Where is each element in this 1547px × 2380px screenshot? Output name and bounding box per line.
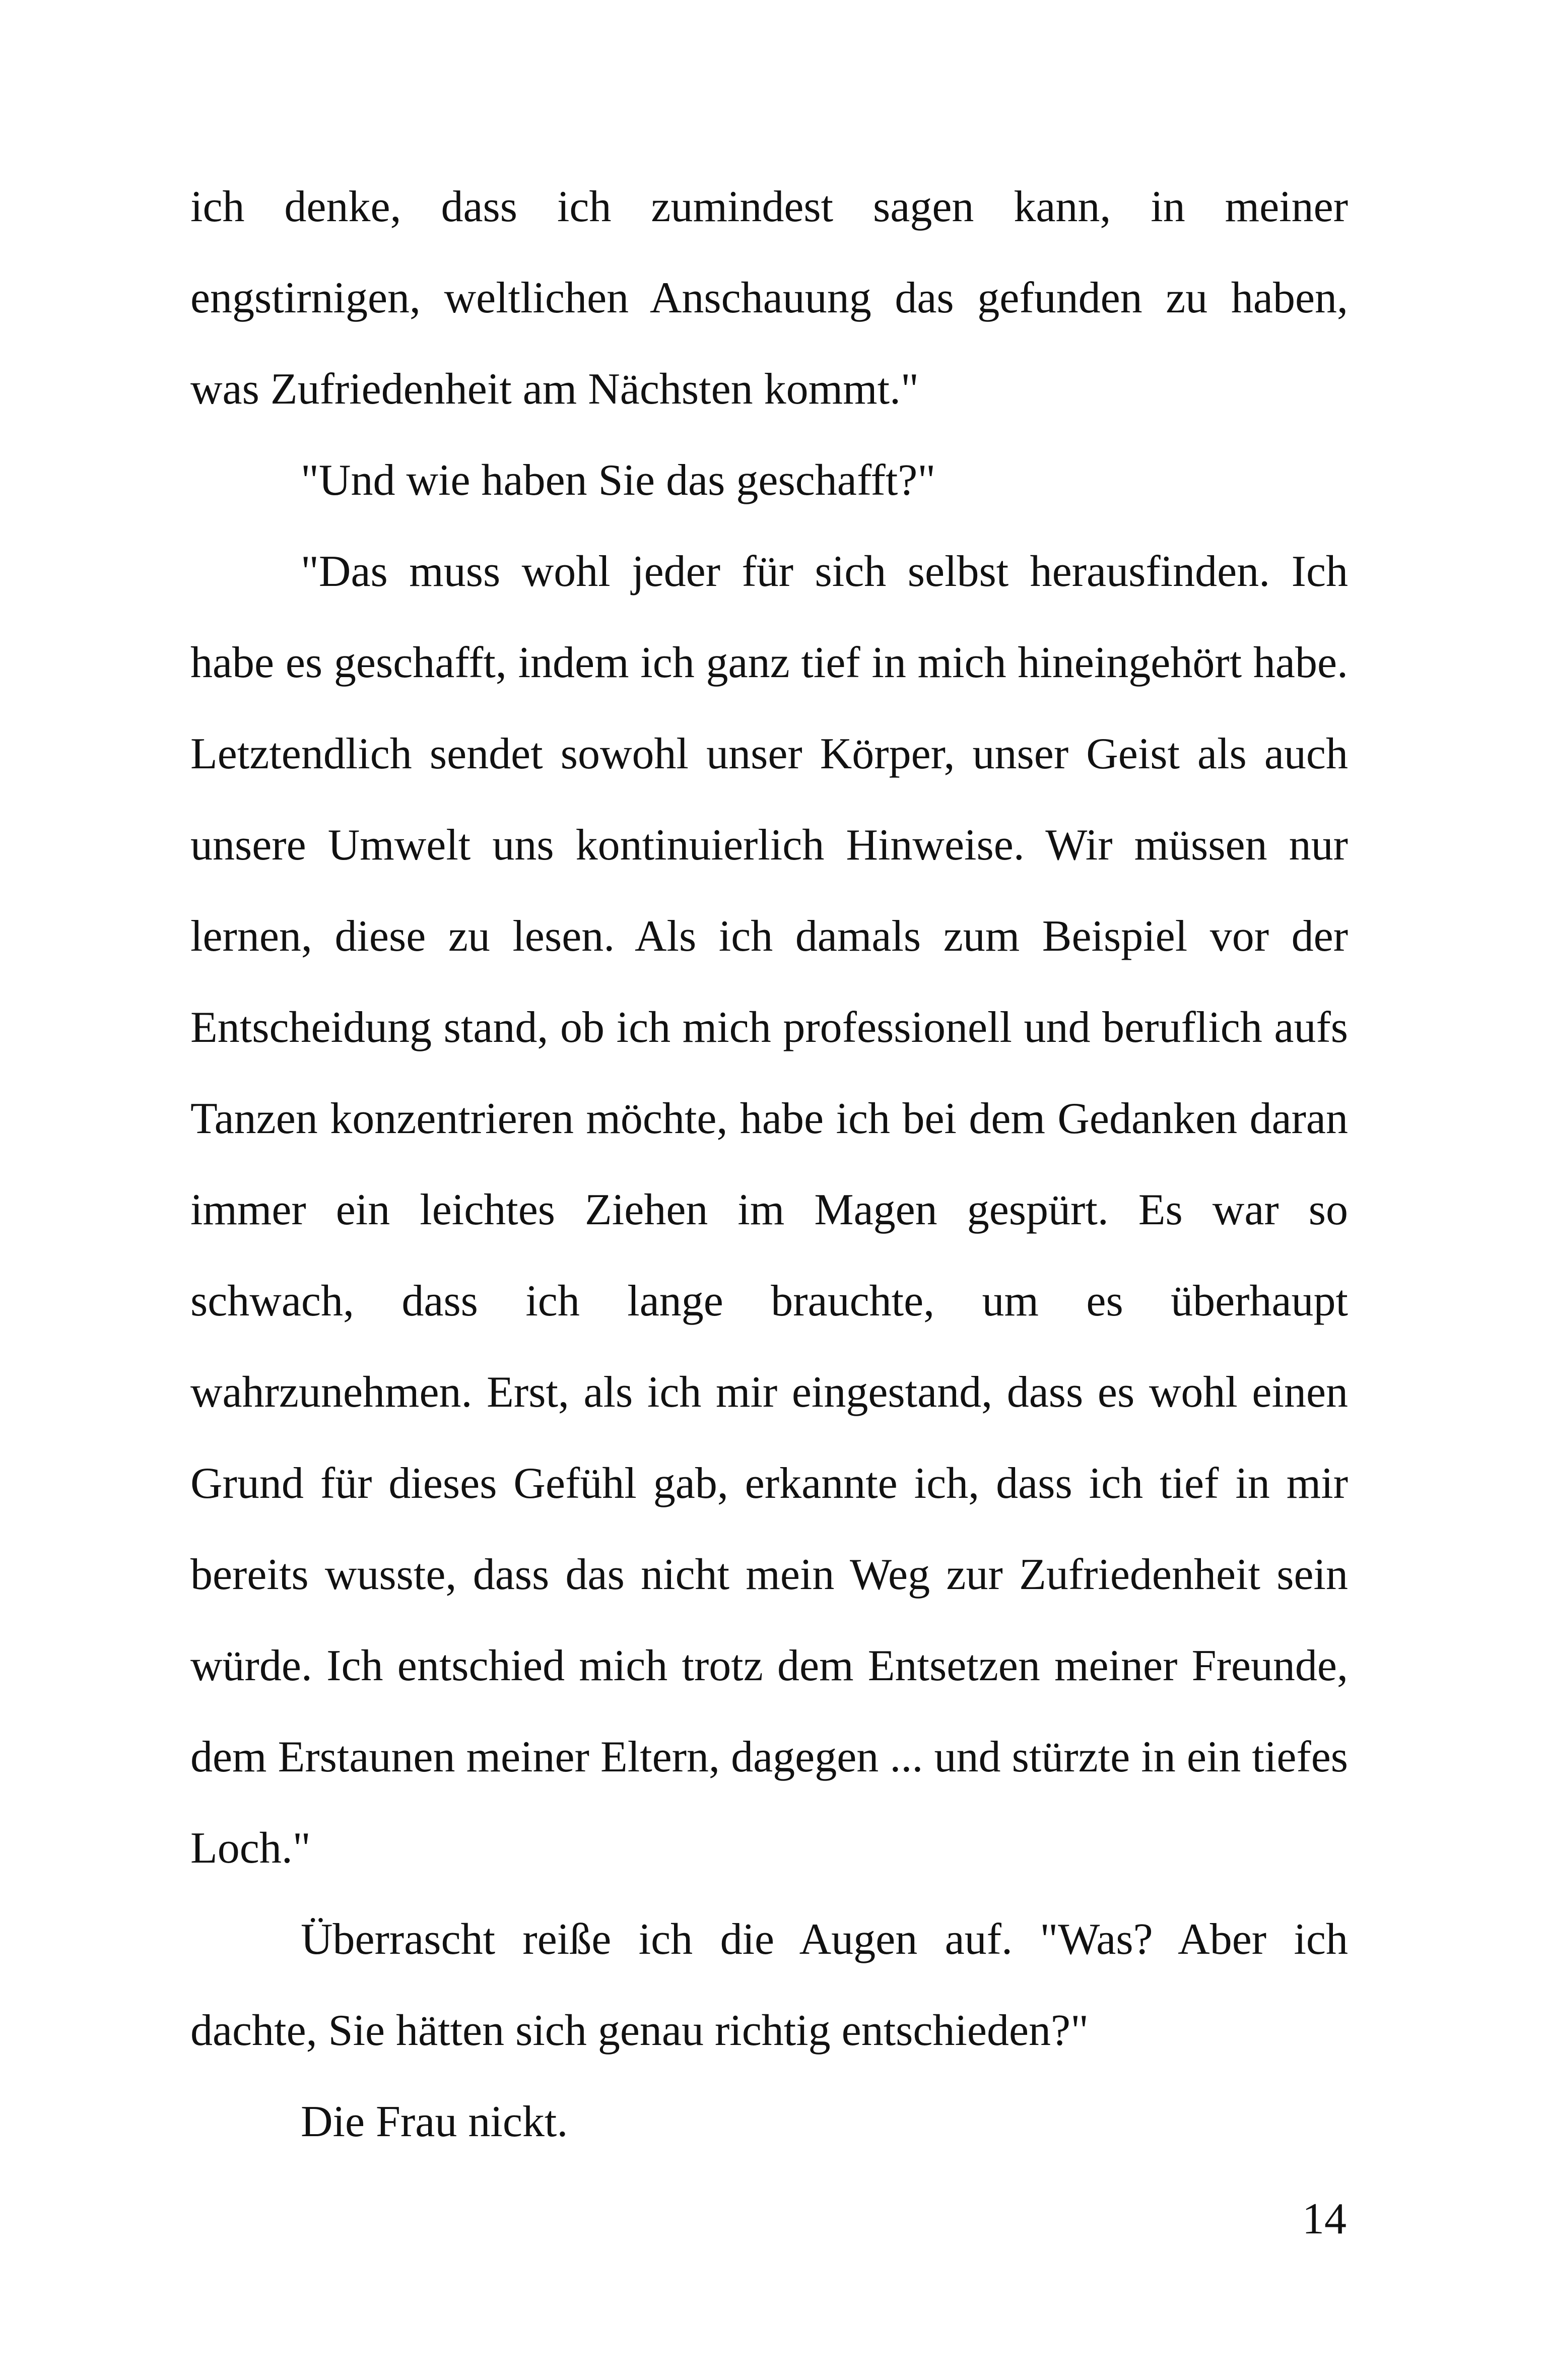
- paragraph-1: ich denke, dass ich zumindest sagen kann, in meiner engstirnigen, weltlichen Anschauung das gefunden zu haben, was Zufriedenheit am Nächsten kommt.": [190, 182, 1348, 414]
- paragraph-2: "Und wie haben Sie das geschafft?": [301, 456, 936, 505]
- paragraph-3: "Das muss wohl jeder für sich selbst herausfinden. Ich habe es geschafft, indem ich ganz tief in mich hineingehört habe. Letztendlich sendet sowohl unser Körper, unser Geist als auch unsere Umwelt uns kontinuierlich Hinweise. Wir müssen nur lernen, diese zu lesen. Als ich damals zum Beispiel vor der Entscheidung stand, ob ich mich professionell und beruflich aufs Tanzen konzentrieren möchte, habe ich bei dem Gedanken daran immer ein leichtes Ziehen im Magen gespürt. Es war so schwach, dass ich lange brauchte, um es überhaupt wahrzunehmen. Erst, als ich mir eingestand, dass es wohl einen Grund für dieses Gefühl gab, erkannte ich, dass ich tief in mir bereits wusste, dass das nicht mein Weg zur Zufriedenheit sein würde. Ich entschied mich trotz dem Entsetzen meiner Freunde, dem Erstaunen meiner Eltern, dagegen ... und stürzte in ein tiefes Loch.": [190, 547, 1348, 1873]
- page-number: 14: [1302, 2195, 1347, 2243]
- paragraph-5: Die Frau nickt.: [301, 2097, 568, 2146]
- body-text: [190, 161, 1348, 2167]
- paragraph-4: Überrascht reiße ich die Augen auf. "Was? Aber ich dachte, Sie hätten sich genau richtig entschieden?": [190, 1915, 1348, 2055]
